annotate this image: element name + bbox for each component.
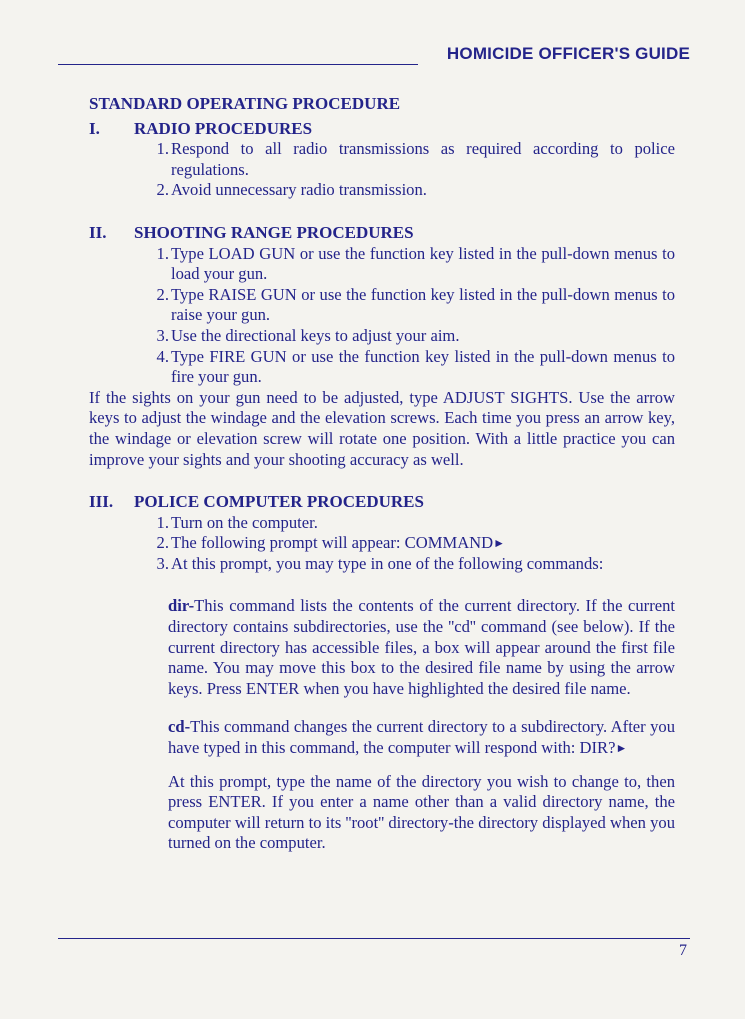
item-text: Respond to all radio transmissions as required according to police regulations. [171,139,675,179]
item-text: Avoid unnecessary radio transmission. [171,180,427,200]
section-title: SHOOTING RANGE PROCEDURES [134,222,414,242]
command-descriptions [168,596,675,854]
list-item [89,180,675,201]
list-item [89,285,675,326]
list-item [89,244,675,285]
header-rule [58,64,418,65]
list-item [89,139,675,180]
item-text: Use the directional keys to adjust your aim. [171,325,460,345]
command-text: This command changes the current directory to a subdirectory. After you have typed in this command, the computer will respond with: DIR? [168,717,675,758]
item-text: Type FIRE GUN or use the function key listed in the pull-down menus to fire your gun. [171,346,675,387]
page-number: 7 [679,942,687,959]
header-title: HOMICIDE OFFICER'S GUIDE [446,44,690,63]
directory-prompt-paragraph: At this prompt, type the name of the directory you wish to change to, then press ENTER. If you enter a name other than a valid directory name, the computer will return to its ''root'' directory-the directory displayed when you turned on the computer. [168,771,675,853]
section-title: POLICE COMPUTER PROCEDURES [134,492,424,512]
item-text: At this prompt, you may type in one of the following commands: [171,553,604,573]
prompt-arrow-icon: ► [615,741,628,756]
sights-adjust-paragraph: If the sights on your gun need to be adjusted, type ADJUST SIGHTS. Use the arrow keys to adjust the windage and the elevation screws. Each time you press an arrow key, the windage or elevation screw will rotate one position. With a little practice you can improve your sights and your shooting accuracy as well. [89,387,675,469]
list-item [89,326,675,347]
list-item [89,554,675,575]
item-text-with-prompt [171,533,675,554]
list-item [89,513,675,534]
item-number: 3. [156,325,169,345]
section-numeral: I. [89,118,100,138]
item-text: Type LOAD GUN or use the function key listed in the pull-down menus to load your gun. [171,243,675,284]
section-numeral: III. [89,492,114,512]
item-number: 1. [156,512,169,532]
command-term: dir- [168,596,195,616]
document-title: STANDARD OPERATING PROCEDURE [89,94,401,113]
list-item [89,533,675,554]
item-number: 2. [156,533,169,553]
command-term: cd- [168,717,191,737]
item-text: The following prompt will appear: COMMAND [171,533,494,553]
section-title: RADIO PROCEDURES [134,118,313,138]
command-text: This command lists the contents of the current directory. If the current directory contains subdirectories, use the ''cd'' command (see below). If the current directory has accessible files, a box will appear around the first file name. You may move this box to the desired file name by using the arrow keys. Press ENTER when you have highlighted the desired file name. [168,596,675,698]
item-number: 4. [156,346,169,366]
section-numeral: II. [89,222,107,242]
item-text: Type RAISE GUN or use the function key listed in the pull-down menus to raise your gun. [171,284,675,325]
list-item [89,347,675,388]
item-number: 2. [156,180,169,200]
item-text: Turn on the computer. [171,512,318,532]
page-header [58,42,690,68]
section-heading-police-computer [89,492,675,513]
command-dir [168,596,675,699]
command-cd [168,717,675,758]
item-number: 3. [156,553,169,573]
prompt-arrow-icon: ► [493,536,506,551]
section-heading-radio [89,119,675,140]
item-number: 2. [156,284,169,304]
item-number: 1. [156,139,169,159]
item-number: 1. [156,243,169,263]
page-content [89,94,675,854]
footer-rule [58,938,690,939]
section-heading-shooting-range [89,223,675,244]
